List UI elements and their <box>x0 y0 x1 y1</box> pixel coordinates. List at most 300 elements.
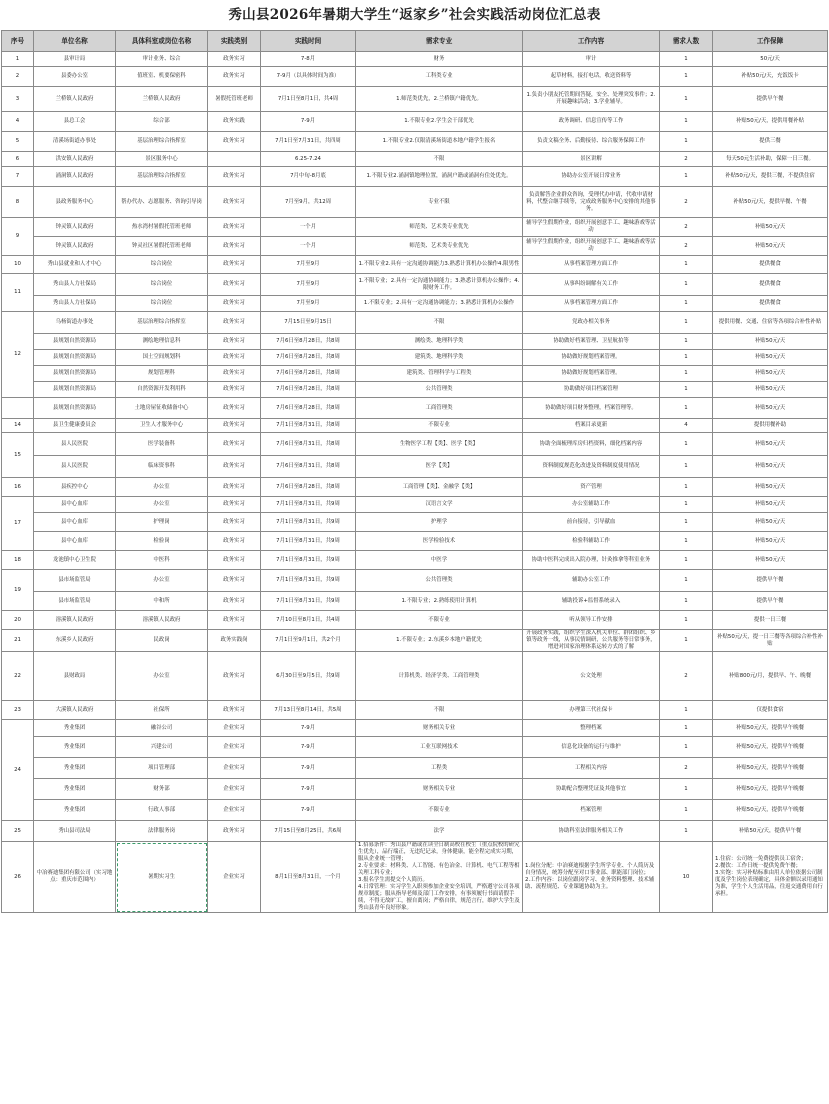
row-major: 1.不限专业；2.具有一定沟通协调能力；3.熟悉计算机办公操作 <box>356 296 523 312</box>
row-time: 7月6日至8月28日，共8周 <box>261 366 356 382</box>
header-guarantee: 工作保障 <box>713 31 828 52</box>
row-category: 政务实习 <box>208 398 261 419</box>
row-category: 政务实习 <box>208 296 261 312</box>
row-major: 医学检验技术 <box>356 532 523 551</box>
row-time: 7-9月（以具体时间为准） <box>261 67 356 87</box>
row-major: 建筑类、地理科学类 <box>356 350 523 366</box>
row-unit: 县人民医院 <box>34 456 116 478</box>
row-work: 开展政务实践，组织学生深入机关单位、群团组织、乡镇等政务一线，从事民情调研，公共服务等日常事务，增进对国家治理体系运转方式的了解 <box>523 630 660 652</box>
row-work: 档案目录更新 <box>523 419 660 433</box>
row-no: 9 <box>2 218 34 256</box>
row-major: 1.不限专业；2.熟练使用计算机 <box>356 592 523 611</box>
header-time: 实践时间 <box>261 31 356 52</box>
row-count: 1 <box>660 52 713 67</box>
table-row <box>2 52 828 67</box>
row-work: 协助做好规划档案管理。 <box>523 366 660 382</box>
row-category: 政务实习 <box>208 167 261 187</box>
row-unit: 县规划自然资源局 <box>34 334 116 350</box>
row-time: 7月1日至8月31日，共8周 <box>261 419 356 433</box>
table-row <box>2 701 828 720</box>
row-post: 基层治理综合指挥室 <box>116 167 208 187</box>
row-work: 辅导学生假期作业，组织开展创意手工、趣味游戏等活动 <box>523 237 660 256</box>
row-count: 1 <box>660 592 713 611</box>
row-guarantee: 补贴50元/天 <box>713 513 828 532</box>
row-post: 综合岗位 <box>116 296 208 312</box>
row-no: 26 <box>2 842 34 913</box>
row-post: 测绘地理信息科 <box>116 334 208 350</box>
table-row <box>2 737 828 758</box>
row-time: 7月1日至8月31日，共9周 <box>261 497 356 513</box>
header-major: 需求专业 <box>356 31 523 52</box>
row-unit: 兰桥镇人民政府 <box>34 87 116 112</box>
row-major: 不限专业 <box>356 800 523 821</box>
table-row <box>2 433 828 456</box>
row-work: 前台接待，引导献血 <box>523 513 660 532</box>
row-major: 工程类 <box>356 758 523 779</box>
row-time: 7月6日至8月28日，共8周 <box>261 350 356 366</box>
row-time: 7-9月 <box>261 758 356 779</box>
table-row <box>2 419 828 433</box>
row-work: 资料制度规范化改进及资料制度使用情况 <box>523 456 660 478</box>
row-major: 不限专业 <box>356 611 523 630</box>
row-major: 财务 <box>356 52 523 67</box>
row-post: 法律服务岗 <box>116 821 208 842</box>
row-post: 项目管理部 <box>116 758 208 779</box>
row-no <box>2 398 34 419</box>
row-work: 政务调研、信息宣传等工作 <box>523 112 660 132</box>
row-no: 17 <box>2 497 34 551</box>
row-guarantee: 补贴50元/天，提供三餐，不提供住宿 <box>713 167 828 187</box>
row-major: 中医学 <box>356 551 523 570</box>
table-row <box>2 398 828 419</box>
row-post: 财务部 <box>116 779 208 800</box>
row-guarantee: 补贴50元/天 <box>713 551 828 570</box>
row-unit: 大溪镇人民政府 <box>34 701 116 720</box>
row-no: 12 <box>2 312 34 398</box>
row-no: 21 <box>2 630 34 652</box>
row-no: 18 <box>2 551 34 570</box>
row-post: 暑期实习生 <box>116 842 208 913</box>
row-no: 7 <box>2 167 34 187</box>
row-work: 协助配合整理凭证及其他事宜 <box>523 779 660 800</box>
row-major: 专业不限 <box>356 187 523 218</box>
row-count: 1 <box>660 737 713 758</box>
row-time: 7-9月 <box>261 112 356 132</box>
row-major: 1.不限专业2.涌洞镇地理位置，涌洞户籍或涌洞有住处优先。 <box>356 167 523 187</box>
row-no: 20 <box>2 611 34 630</box>
table-row <box>2 87 828 112</box>
row-work: 协助科室法律服务相关工作 <box>523 821 660 842</box>
row-guarantee: 每天50元生活补助，保障一日三餐。 <box>713 152 828 167</box>
row-unit: 秀业集团 <box>34 737 116 758</box>
row-post: 卫生人才服务中心 <box>116 419 208 433</box>
row-post: 自然资源开发利用科 <box>116 382 208 398</box>
row-category: 企业实习 <box>208 842 261 913</box>
row-work: 公文处理 <box>523 652 660 701</box>
row-unit: 涌洞镇人民政府 <box>34 167 116 187</box>
row-unit: 洪安镇人民政府 <box>34 152 116 167</box>
row-count: 1 <box>660 551 713 570</box>
row-major: 财务相关专业 <box>356 720 523 737</box>
row-category: 政务实习 <box>208 274 261 296</box>
table-row <box>2 630 828 652</box>
row-unit: 乌杨街道办事处 <box>34 312 116 334</box>
row-time: 7-9月 <box>261 737 356 758</box>
row-unit: 县规划自然资源局 <box>34 382 116 398</box>
row-category: 政务实习 <box>208 237 261 256</box>
row-major: 1.师范类优先，2.兰桥镇户籍优先。 <box>356 87 523 112</box>
row-count: 1 <box>660 398 713 419</box>
row-category: 政务实习 <box>208 132 261 152</box>
row-major: 财务相关专业 <box>356 779 523 800</box>
row-work: 从事纠纷调解有关工作 <box>523 274 660 296</box>
header-work: 工作内容 <box>523 31 660 52</box>
row-count: 1 <box>660 630 713 652</box>
row-post: 土地房屋征收储备中心 <box>116 398 208 419</box>
row-work: 从事档案管理方面工作 <box>523 296 660 312</box>
row-unit: 县规划自然资源局 <box>34 366 116 382</box>
row-time: 7月1日至8月31日，共9周 <box>261 551 356 570</box>
row-unit: 县总工会 <box>34 112 116 132</box>
row-count: 2 <box>660 758 713 779</box>
row-unit: 县中心血库 <box>34 513 116 532</box>
row-guarantee: 提供一日三餐 <box>713 611 828 630</box>
row-work: 整理档案 <box>523 720 660 737</box>
row-guarantee: 补贴50元/天 <box>713 398 828 419</box>
row-category: 政务实习 <box>208 419 261 433</box>
row-time: 7月6日至8月31日，共8周 <box>261 433 356 456</box>
row-post: 护理岗 <box>116 513 208 532</box>
row-post: 基层治理综合指挥室 <box>116 312 208 334</box>
row-guarantee: 提供早午餐 <box>713 570 828 592</box>
table-row <box>2 366 828 382</box>
row-time: 7月6日至8月28日，共8周 <box>261 478 356 497</box>
row-post: 行政人事部 <box>116 800 208 821</box>
table-row <box>2 237 828 256</box>
table-row <box>2 779 828 800</box>
row-major: 1.不限专业2.具有一定沟通协调能力3.熟悉计算机办公操作4.限男性 <box>356 256 523 274</box>
row-count: 1 <box>660 433 713 456</box>
table-row <box>2 218 828 237</box>
row-work: 审计 <box>523 52 660 67</box>
row-unit: 县规划自然资源局 <box>34 350 116 366</box>
row-major: 工业互联网技术 <box>356 737 523 758</box>
table-row <box>2 132 828 152</box>
row-time: 7-9月 <box>261 800 356 821</box>
row-count: 1 <box>660 132 713 152</box>
row-count: 2 <box>660 237 713 256</box>
row-work: 协助全面梳理库房归档资料，细化档案内容 <box>523 433 660 456</box>
row-work: 辅助办公室工作 <box>523 570 660 592</box>
row-major: 护理学 <box>356 513 523 532</box>
row-time: 7月中旬-8月底 <box>261 167 356 187</box>
row-post: 溶溪镇人民政府 <box>116 611 208 630</box>
row-time: 一个月 <box>261 237 356 256</box>
row-category: 政务实习 <box>208 382 261 398</box>
table-row <box>2 592 828 611</box>
row-work: 工程相关内容 <box>523 758 660 779</box>
row-major: 计算机类、经济学类、工商管理类 <box>356 652 523 701</box>
row-unit: 县委办公室 <box>34 67 116 87</box>
row-category: 暑假托管班老师 <box>208 87 261 112</box>
row-major: 汉语言文学 <box>356 497 523 513</box>
row-major: 不限 <box>356 152 523 167</box>
row-post: 钟灵社区暑假托管班老师 <box>116 237 208 256</box>
table-row <box>2 187 828 218</box>
row-count: 2 <box>660 152 713 167</box>
row-count: 1 <box>660 456 713 478</box>
row-time: 7月15日至9月15日 <box>261 312 356 334</box>
row-major: 1.不限专业2.学生会干部优先 <box>356 112 523 132</box>
row-unit: 秀山县人力社保局 <box>34 296 116 312</box>
row-count: 1 <box>660 800 713 821</box>
row-category: 政务实践 <box>208 112 261 132</box>
table-row <box>2 296 828 312</box>
table-body <box>2 52 828 913</box>
row-count: 1 <box>660 821 713 842</box>
row-post: 临床资事科 <box>116 456 208 478</box>
row-post: 规划管理科 <box>116 366 208 382</box>
row-no: 19 <box>2 570 34 611</box>
row-guarantee: 补贴50元/天 <box>713 532 828 551</box>
header-unit: 单位名称 <box>34 31 116 52</box>
row-category: 政务实习 <box>208 652 261 701</box>
row-category: 政务实习 <box>208 821 261 842</box>
row-post: 中和所 <box>116 592 208 611</box>
row-post: 审计业务、综合 <box>116 52 208 67</box>
row-category: 政务实习 <box>208 592 261 611</box>
row-time: 7月至9月 <box>261 296 356 312</box>
row-post: 国土空间规划科 <box>116 350 208 366</box>
row-unit: 秀业集团 <box>34 758 116 779</box>
row-no: 10 <box>2 256 34 274</box>
row-category: 政务实习 <box>208 611 261 630</box>
row-unit: 县财政局 <box>34 652 116 701</box>
row-time: 7-9月 <box>261 720 356 737</box>
row-work: 协助做好档案管理、卫星航拍等 <box>523 334 660 350</box>
positions-table <box>1 30 828 913</box>
row-post: 景区服务中心 <box>116 152 208 167</box>
row-count: 1 <box>660 334 713 350</box>
row-post: 热水湾村暑假托管班老师 <box>116 218 208 237</box>
row-unit: 钟灵镇人民政府 <box>34 237 116 256</box>
row-post: 综合岗位 <box>116 274 208 296</box>
row-guarantee: 提供用餐补助 <box>713 419 828 433</box>
row-post: 办公室 <box>116 570 208 592</box>
row-guarantee: 补贴50元/天，提供早午晚餐 <box>713 737 828 758</box>
row-time: 7月10日至8月1日，共4周 <box>261 611 356 630</box>
row-work: 协助做好项目财务整理，档案管理等。 <box>523 398 660 419</box>
row-category: 政务实习 <box>208 187 261 218</box>
row-unit: 县卫生健康委员会 <box>34 419 116 433</box>
table-row <box>2 152 828 167</box>
row-count: 10 <box>660 842 713 913</box>
row-work: 协助做好规划档案管理。 <box>523 350 660 366</box>
row-time: 7月1日至7月31日，共四周 <box>261 132 356 152</box>
row-guarantee: 补贴50元/天，充饭饭卡 <box>713 67 828 87</box>
header-post: 具体科室或岗位名称 <box>116 31 208 52</box>
table-row <box>2 551 828 570</box>
row-unit: 县中心血库 <box>34 497 116 513</box>
row-category: 企业实习 <box>208 800 261 821</box>
row-work: 1.负责小朋友托管期间答疑，安全、处理突发事件；2.开展趣味活动；3.学业辅导。 <box>523 87 660 112</box>
row-category: 政务实习 <box>208 456 261 478</box>
row-time: 7-8月 <box>261 52 356 67</box>
row-time: 7月至9月 <box>261 274 356 296</box>
row-unit: 县规划自然资源局 <box>34 398 116 419</box>
row-work: 资产管理 <box>523 478 660 497</box>
row-category: 企业实习 <box>208 779 261 800</box>
table-row <box>2 532 828 551</box>
row-time: 6.25-7.24 <box>261 152 356 167</box>
row-no: 22 <box>2 652 34 701</box>
row-time: 7月13日至8月14日，共5周 <box>261 701 356 720</box>
row-no: 8 <box>2 187 34 218</box>
row-guarantee: 提供餐食 <box>713 274 828 296</box>
row-unit: 县市场监管局 <box>34 592 116 611</box>
row-unit: 钟灵镇人民政府 <box>34 218 116 237</box>
row-unit: 秀山县人力社保局 <box>34 274 116 296</box>
table-row <box>2 513 828 532</box>
row-unit: 县人民医院 <box>34 433 116 456</box>
row-count: 1 <box>660 611 713 630</box>
row-unit: 秀业集团 <box>34 720 116 737</box>
row-no: 2 <box>2 67 34 87</box>
row-post: 兰桥镇人民政府 <box>116 87 208 112</box>
row-count: 1 <box>660 312 713 334</box>
row-work: 负责文稿全务、后勤接待、综合服务保障工作 <box>523 132 660 152</box>
row-work: 1.岗位分配：中冶赛迪根据学生所学专业、个人简历及自身情况，统筹分配至对口事业部、职能部门岗位； 2.工作内容：以岗位跟岗学习、业务资料整理、技术辅助、流程规范、专业课题协助为主。 <box>523 842 660 913</box>
table-row <box>2 652 828 701</box>
table-row <box>2 334 828 350</box>
row-guarantee: 补贴50元/天 <box>713 366 828 382</box>
row-time: 7-9月 <box>261 779 356 800</box>
row-category: 政务实习 <box>208 433 261 456</box>
row-post: 办公室 <box>116 478 208 497</box>
row-no: 1 <box>2 52 34 67</box>
table-row <box>2 821 828 842</box>
row-time: 7月1日至8月1日，共4周 <box>261 87 356 112</box>
row-category: 政务实习 <box>208 497 261 513</box>
row-count: 1 <box>660 112 713 132</box>
row-post: 帮办代办、志愿服务、咨询引导岗 <box>116 187 208 218</box>
row-work: 检验科辅助工作 <box>523 532 660 551</box>
row-count: 1 <box>660 497 713 513</box>
table-row <box>2 570 828 592</box>
table-row <box>2 611 828 630</box>
row-unit: 清溪场街道办事处 <box>34 132 116 152</box>
row-unit: 溶溪镇人民政府 <box>34 611 116 630</box>
row-post: 综合部 <box>116 112 208 132</box>
row-time: 7月1日至8月31日，共9周 <box>261 532 356 551</box>
table-row <box>2 312 828 334</box>
row-work: 起草材料，接打电话，收送资料等 <box>523 67 660 87</box>
row-no: 6 <box>2 152 34 167</box>
row-guarantee: 提供用餐、交通、住宿等各项综合补性补贴 <box>713 312 828 334</box>
row-no: 23 <box>2 701 34 720</box>
row-category: 政务实习 <box>208 513 261 532</box>
page-title: 秀山县2026年暑期大学生“返家乡”社会实践活动岗位汇总表 <box>228 7 601 23</box>
row-guarantee: 补贴50元/天，提供早餐、午餐 <box>713 187 828 218</box>
row-unit: 县政务服务中心 <box>34 187 116 218</box>
row-guarantee: 补贴800元/月，提供早、午、晚餐 <box>713 652 828 701</box>
row-category: 企业实习 <box>208 758 261 779</box>
row-count: 1 <box>660 256 713 274</box>
row-guarantee: 补贴50元/天，提供早午晚餐 <box>713 800 828 821</box>
header-row <box>2 31 828 52</box>
row-category: 政务实习 <box>208 67 261 87</box>
row-time: 7月1日至8月31日，共9周 <box>261 592 356 611</box>
table-row <box>2 382 828 398</box>
table-row <box>2 167 828 187</box>
header-count: 需求人数 <box>660 31 713 52</box>
row-major: 不限 <box>356 312 523 334</box>
row-guarantee: 1.住宿：公司统一免费提供员工宿舍； 2.餐饮：工作日统一提供免费午餐； 3.实饱：实习补贴标准由用人单位依据公司制度及学生岗位表现确定，具体金额以录用通知为准，学生个人生活用品，往返交通费用自行承担。 <box>713 842 828 913</box>
row-major: 工商管理类 <box>356 398 523 419</box>
row-time: 8月1日至8月31日，一个月 <box>261 842 356 913</box>
row-work: 党政办相关事务 <box>523 312 660 334</box>
table-row <box>2 112 828 132</box>
row-post: 融谷公司 <box>116 720 208 737</box>
row-post: 医学装备科 <box>116 433 208 456</box>
row-category: 政务实习 <box>208 350 261 366</box>
row-no: 15 <box>2 433 34 478</box>
table-row <box>2 478 828 497</box>
row-guarantee: 补贴50元/天，提供早午晚餐 <box>713 758 828 779</box>
row-guarantee: 提供三餐 <box>713 132 828 152</box>
row-category: 政务实习 <box>208 478 261 497</box>
header-no: 序号 <box>2 31 34 52</box>
row-time: 7月1日至8月31日，共9周 <box>261 513 356 532</box>
row-guarantee: 提供早午餐 <box>713 592 828 611</box>
row-category: 政务实习 <box>208 532 261 551</box>
row-major: 师范类、艺术类专业优先 <box>356 237 523 256</box>
row-unit: 东溪乡人民政府 <box>34 630 116 652</box>
row-guarantee: 补贴50元/天 <box>713 218 828 237</box>
row-guarantee: 仅提供食宿 <box>713 701 828 720</box>
row-unit: 秀业集团 <box>34 800 116 821</box>
row-guarantee: 补贴50元/天，提供早午晚餐 <box>713 720 828 737</box>
row-post: 民政岗 <box>116 630 208 652</box>
row-time: 7月1日至9月1日，共2个月 <box>261 630 356 652</box>
row-work: 协助中医科完成出入院办理，针灸推拿等科室业务 <box>523 551 660 570</box>
row-count: 2 <box>660 187 713 218</box>
row-post: 兴建公司 <box>116 737 208 758</box>
row-major: 1.不限专业；2.东溪乡本地户籍优先 <box>356 630 523 652</box>
row-no: 5 <box>2 132 34 152</box>
row-guarantee: 补贴50元/天 <box>713 334 828 350</box>
row-count: 1 <box>660 720 713 737</box>
row-category: 政务实习 <box>208 570 261 592</box>
row-unit: 县审计局 <box>34 52 116 67</box>
row-post: 值班室、机要保密科 <box>116 67 208 87</box>
row-guarantee: 补贴50元/天 <box>713 350 828 366</box>
row-count: 1 <box>660 274 713 296</box>
row-major: 工商管理【类】、金融学【类】 <box>356 478 523 497</box>
row-post: 检验岗 <box>116 532 208 551</box>
row-guarantee: 补贴50元/天，提供早午晚餐 <box>713 779 828 800</box>
row-major: 师范类、艺术类专业优先 <box>356 218 523 237</box>
row-count: 1 <box>660 382 713 398</box>
row-count: 1 <box>660 296 713 312</box>
row-count: 1 <box>660 532 713 551</box>
row-category: 政务实习 <box>208 551 261 570</box>
row-post: 社保所 <box>116 701 208 720</box>
row-count: 1 <box>660 478 713 497</box>
row-major: 测绘类、地理科学类 <box>356 334 523 350</box>
row-count: 2 <box>660 218 713 237</box>
row-post: 中医科 <box>116 551 208 570</box>
